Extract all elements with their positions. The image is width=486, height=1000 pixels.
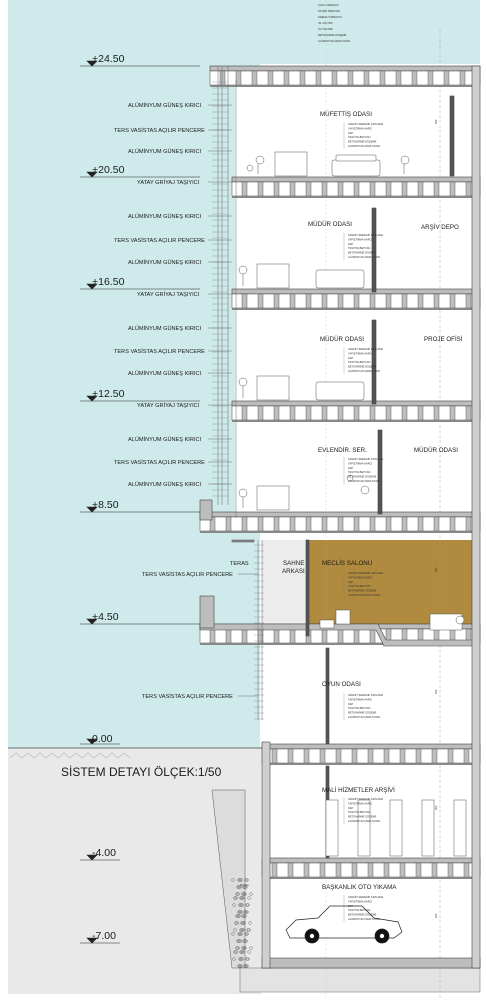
rib-beam — [258, 294, 263, 308]
rib-beam — [348, 71, 353, 85]
rib-beam — [242, 517, 247, 531]
floor-note: ALÜMİNYUM ASMA TAVAN — [348, 480, 381, 483]
rib-beam — [288, 863, 293, 877]
floor-note: GRANİT SERAMİK KAPLAMA — [348, 896, 384, 899]
rib-beam — [336, 749, 341, 763]
roof-note: ALÜMİNYUM ASMA TAVAN — [318, 40, 351, 43]
rib-beam — [272, 749, 277, 763]
floor-slab — [262, 744, 480, 749]
floor-note: BETONARME DÖŞEME — [348, 815, 377, 819]
floor-note: GRANİT SERAMİK KAPLAMA — [348, 798, 384, 801]
rib-beam — [306, 294, 311, 308]
rib-beam — [242, 406, 247, 420]
floor-note: GRANİT SERAMİK KAPLAMA — [348, 123, 384, 126]
floor-slab — [232, 289, 480, 294]
dimension-text: 400 — [435, 119, 438, 124]
dimension-text: 400 — [435, 913, 438, 918]
floor-note: ŞAP — [348, 356, 354, 360]
rib-beam — [434, 406, 439, 420]
floor-note: TESVİYE BETONU — [348, 361, 371, 365]
room-mufettis: MÜFETTİŞ ODASI — [320, 111, 372, 118]
sunshade-label: ALÜMİNYUM GÜNEŞ KIRICI — [128, 214, 202, 220]
rib-beam — [418, 182, 423, 196]
rib-beam — [258, 406, 263, 420]
floor-note: TESVİYE BETONU — [348, 471, 371, 475]
sky-background-top — [260, 0, 480, 64]
floor-note: ŞAP — [348, 702, 354, 706]
rib-beam — [226, 629, 231, 643]
rib-beam — [466, 182, 471, 196]
grille-carrier-label: YATAY GRİYAJ TAŞIYICI — [137, 403, 200, 409]
rib-beam — [274, 182, 279, 196]
floor-note: BETONARME DÖŞEME — [348, 589, 377, 593]
rib-beam — [400, 863, 405, 877]
rib-beam — [460, 71, 465, 85]
elevation-label: +8.50 — [92, 499, 119, 511]
rib-beam — [242, 629, 247, 643]
floor-note: GRANİT SERAMİK KAPLAMA — [348, 694, 384, 697]
floor-note: ŞAP — [348, 242, 354, 246]
rib-beam — [386, 294, 391, 308]
rib-beam — [352, 863, 357, 877]
rib-beam — [368, 749, 373, 763]
rib-beam — [434, 294, 439, 308]
roof-note: SU YALITIMI — [318, 28, 333, 31]
floor-note: YAPIŞTIRMA HARCI — [348, 462, 373, 466]
rib-beam — [290, 294, 295, 308]
floor-note: ALÜMİNYUM ASMA TAVAN — [348, 256, 381, 259]
rib-beam — [322, 517, 327, 531]
terrace-label: TERAS — [230, 561, 249, 567]
sunshade-label: ALÜMİNYUM GÜNEŞ KIRICI — [128, 437, 202, 443]
ceiling-line — [210, 85, 480, 87]
floor-note: GRANİT SERAMİK KAPLAMA — [348, 234, 384, 237]
rib-beam — [352, 749, 357, 763]
floor-note: ŞAP — [348, 806, 354, 810]
rib-beam — [258, 182, 263, 196]
roof-note: ÇAKIL TABAKASI — [318, 4, 339, 7]
rib-beam — [272, 863, 277, 877]
rib-beam — [288, 749, 293, 763]
floor-slab — [200, 512, 480, 517]
floor-note: BETONARME DÖŞEME — [348, 475, 377, 479]
window-label: TERS VASİSTAS AÇILIR PENCERE — [114, 238, 205, 244]
rib-beam — [434, 182, 439, 196]
dimension-text: 400 — [435, 567, 438, 572]
ceiling-line — [262, 763, 480, 765]
rib-beam — [466, 294, 471, 308]
rib-beam — [384, 749, 389, 763]
drawing-title: SİSTEM DETAYI ÖLÇEK:1/50 — [61, 765, 222, 779]
rib-beam — [370, 182, 375, 196]
elevation-label: -7.00 — [92, 930, 116, 942]
floor-note: TESVİYE BETONU — [348, 811, 371, 815]
window-label: TERS VASİSTAS AÇILIR PENCERE — [114, 128, 205, 134]
window-label: TERS VASİSTAS AÇILIR PENCERE — [114, 460, 205, 466]
floor-note: BETONARME DÖŞEME — [348, 711, 377, 715]
room-sahne: SAHNE — [283, 560, 305, 567]
room-oyun: OYUN ODASI — [322, 681, 361, 688]
floor-note: YAPIŞTIRMA HARCI — [348, 698, 373, 702]
rib-beam — [338, 629, 343, 643]
floor-note: YAPIŞTIRMA HARCI — [348, 352, 373, 356]
room-meclis: MECLİS SALONU — [322, 560, 373, 567]
room-arsiv-depo: ARŞİV DEPO — [421, 224, 459, 231]
rib-beam — [336, 863, 341, 877]
room-mudur: MÜDÜR ODASI — [308, 221, 353, 228]
elevation-label: +12.50 — [92, 388, 125, 400]
rib-beam — [354, 629, 359, 643]
rib-beam — [370, 629, 375, 643]
rib-beam — [300, 71, 305, 85]
floor-slab — [210, 66, 480, 71]
rib-beam — [320, 749, 325, 763]
rib-beam — [226, 517, 231, 531]
rib-beam — [428, 71, 433, 85]
rib-beam — [322, 294, 327, 308]
floor-note: ŞAP — [348, 466, 354, 470]
window-label: TERS VASİSTAS AÇILIR PENCERE — [114, 349, 205, 355]
rib-beam — [306, 182, 311, 196]
rib-beam — [338, 406, 343, 420]
rib-beam — [386, 182, 391, 196]
room-mali: MALİ HİZMETLER ARŞİVİ — [322, 787, 395, 794]
floor-note: ALÜMİNYUM ASMA TAVAN — [348, 145, 381, 148]
rib-beam — [322, 406, 327, 420]
rib-beam — [416, 863, 421, 877]
floor-slab — [262, 858, 480, 863]
floor-note: TESVİYE BETONU — [348, 136, 371, 140]
rib-beam — [466, 517, 471, 531]
rib-beam — [236, 71, 241, 85]
rib-beam — [370, 517, 375, 531]
roof-note: BETONARME DÖŞEME — [318, 34, 347, 37]
rib-beam — [354, 294, 359, 308]
roof-note: FİLTRE TABAKASI — [318, 10, 340, 13]
room-mudur: MÜDÜR ODASI — [414, 447, 459, 454]
elevation-label: +16.50 — [92, 276, 125, 288]
rib-beam — [242, 182, 247, 196]
sunshade-label: ALÜMİNYUM GÜNEŞ KIRICI — [128, 326, 202, 332]
rib-beam — [444, 71, 449, 85]
floor-note: YAPIŞTIRMA HARCI — [348, 238, 373, 242]
rib-beam — [306, 517, 311, 531]
rib-beam — [432, 863, 437, 877]
elevation-label: +20.50 — [92, 164, 125, 176]
floor-note: ŞAP — [348, 580, 354, 584]
sunshade-label: ALÜMİNYUM GÜNEŞ KIRICI — [128, 371, 202, 377]
rib-beam — [322, 182, 327, 196]
rib-beam — [290, 182, 295, 196]
room-sahne-arkasi: ARKASI — [282, 568, 305, 575]
room-evlendirme: EVLENDİR. SER. — [318, 447, 367, 454]
sunshade-label: ALÜMİNYUM GÜNEŞ KIRICI — [128, 260, 202, 266]
rib-beam — [268, 71, 273, 85]
rib-beam — [400, 749, 405, 763]
rib-beam — [304, 749, 309, 763]
rib-beam — [412, 71, 417, 85]
floor-note: YAPIŞTIRMA HARCI — [348, 900, 373, 904]
rib-beam — [450, 406, 455, 420]
window-label: TERS VASİSTAS AÇILIR PENCERE — [142, 572, 233, 578]
rib-beam — [448, 863, 453, 877]
rib-beam — [380, 71, 385, 85]
rib-beam — [338, 517, 343, 531]
floor-note: ŞAP — [348, 131, 354, 135]
rib-beam — [464, 749, 469, 763]
floor-note: BETONARME DÖŞEME — [348, 140, 377, 144]
floor-note: BETONARME DÖŞEME — [348, 913, 377, 917]
rib-beam — [354, 517, 359, 531]
roof-note: DRENAJ TABAKASI — [318, 16, 342, 19]
terrace-parapet — [200, 596, 214, 628]
sunshade-label: ALÜMİNYUM GÜNEŞ KIRICI — [128, 149, 202, 155]
grille-carrier-label: YATAY GRİYAJ TAŞIYICI — [137, 180, 200, 186]
basement-slab — [262, 958, 480, 968]
room-baskanlik: BAŞKANLIK OTO YIKAMA — [322, 884, 397, 891]
room-proje: PROJE OFİSİ — [424, 336, 463, 343]
rib-beam — [290, 629, 295, 643]
rib-beam — [466, 406, 471, 420]
elevation-label: +24.50 — [92, 53, 125, 65]
rib-beam — [402, 406, 407, 420]
floor-slab — [232, 177, 480, 182]
rib-beam — [322, 629, 327, 643]
dimension-text: 400 — [435, 689, 438, 694]
rib-beam — [290, 517, 295, 531]
rib-beam — [450, 517, 455, 531]
rib-beam — [368, 863, 373, 877]
floor-note: YAPIŞTIRMA HARCI — [348, 802, 373, 806]
rib-beam — [290, 406, 295, 420]
rib-beam — [364, 71, 369, 85]
rib-beam — [354, 182, 359, 196]
floor-note: YAPIŞTIRMA HARCI — [348, 127, 373, 131]
rib-beam — [448, 749, 453, 763]
room-mudur: MÜDÜR ODASI — [320, 336, 365, 343]
ceiling-line — [262, 877, 480, 879]
rib-beam — [258, 517, 263, 531]
rib-beam — [338, 182, 343, 196]
elevation-label: +4.50 — [92, 611, 119, 623]
rib-zone — [210, 71, 480, 85]
floor-note: TESVİYE BETONU — [348, 909, 371, 913]
rib-beam — [402, 294, 407, 308]
rib-beam — [386, 406, 391, 420]
soil-note: MICRO — [240, 884, 249, 887]
ceiling-line — [232, 420, 480, 422]
rib-beam — [210, 629, 215, 643]
floor-note: BETONARME DÖŞEME — [348, 365, 377, 369]
floor-slab — [232, 401, 480, 406]
ceiling-line — [200, 531, 480, 533]
floor-note: TESVİYE BETONU — [348, 707, 371, 711]
sunshade-label: ALÜMİNYUM GÜNEŞ KIRICI — [128, 482, 202, 488]
rib-beam — [464, 863, 469, 877]
window-label: TERS VASİSTAS AÇILIR PENCERE — [142, 694, 233, 700]
rib-beam — [450, 294, 455, 308]
floor-note: GRANİT SERAMİK KAPLAMA — [348, 572, 384, 575]
rib-beam — [370, 294, 375, 308]
rib-beam — [274, 517, 279, 531]
rib-beam — [274, 629, 279, 643]
roof-note: ISI YALITIMI — [318, 22, 333, 25]
floor-note: GRANİT SERAMİK KAPLAMA — [348, 458, 384, 461]
rib-beam — [418, 517, 423, 531]
rib-beam — [320, 863, 325, 877]
rib-beam — [306, 406, 311, 420]
floor-note: ALÜMİNYUM ASMA TAVAN — [348, 918, 381, 921]
elevation-label: -4.00 — [92, 847, 116, 859]
rib-beam — [316, 71, 321, 85]
rib-beam — [418, 294, 423, 308]
sunshade-label: ALÜMİNYUM GÜNEŞ KIRICI — [128, 103, 202, 109]
floor-note: ALÜMİNYUM ASMA TAVAN — [348, 820, 381, 823]
rib-beam — [416, 749, 421, 763]
ceiling-line — [232, 308, 480, 310]
rib-beam — [432, 749, 437, 763]
elevation-label: 0.00 — [92, 733, 113, 745]
floor-note: ŞAP — [348, 904, 354, 908]
rib-beam — [354, 406, 359, 420]
rib-beam — [434, 517, 439, 531]
rib-beam — [332, 71, 337, 85]
rib-beam — [284, 71, 289, 85]
dimension-text: 400 — [435, 805, 438, 810]
ceiling-line — [232, 196, 480, 198]
floor-note: BETONARME DÖŞEME — [348, 251, 377, 255]
rib-beam — [402, 182, 407, 196]
floor-note: TESVİYE BETONU — [348, 247, 371, 251]
rib-beam — [384, 863, 389, 877]
rib-beam — [418, 406, 423, 420]
floor-note: YAPIŞTIRMA HARCI — [348, 576, 373, 580]
rib-beam — [370, 406, 375, 420]
facade-parapet — [200, 500, 212, 520]
rib-beam — [274, 406, 279, 420]
rib-beam — [402, 517, 407, 531]
rib-beam — [396, 71, 401, 85]
rib-beam — [386, 517, 391, 531]
rib-beam — [274, 294, 279, 308]
rib-beam — [304, 863, 309, 877]
rib-beam — [242, 294, 247, 308]
floor-note: GRANİT SERAMİK KAPLAMA — [348, 348, 384, 351]
floor-note: ALÜMİNYUM ASMA TAVAN — [348, 594, 381, 597]
floor-note: ALÜMİNYUM ASMA TAVAN — [348, 716, 381, 719]
rib-beam — [220, 71, 225, 85]
rib-beam — [252, 71, 257, 85]
grille-carrier-label: YATAY GRİYAJ TAŞIYICI — [137, 292, 200, 298]
rib-beam — [338, 294, 343, 308]
floor-note: TESVİYE BETONU — [348, 585, 371, 589]
floor-note: ALÜMİNYUM ASMA TAVAN — [348, 370, 381, 373]
rib-beam — [450, 182, 455, 196]
